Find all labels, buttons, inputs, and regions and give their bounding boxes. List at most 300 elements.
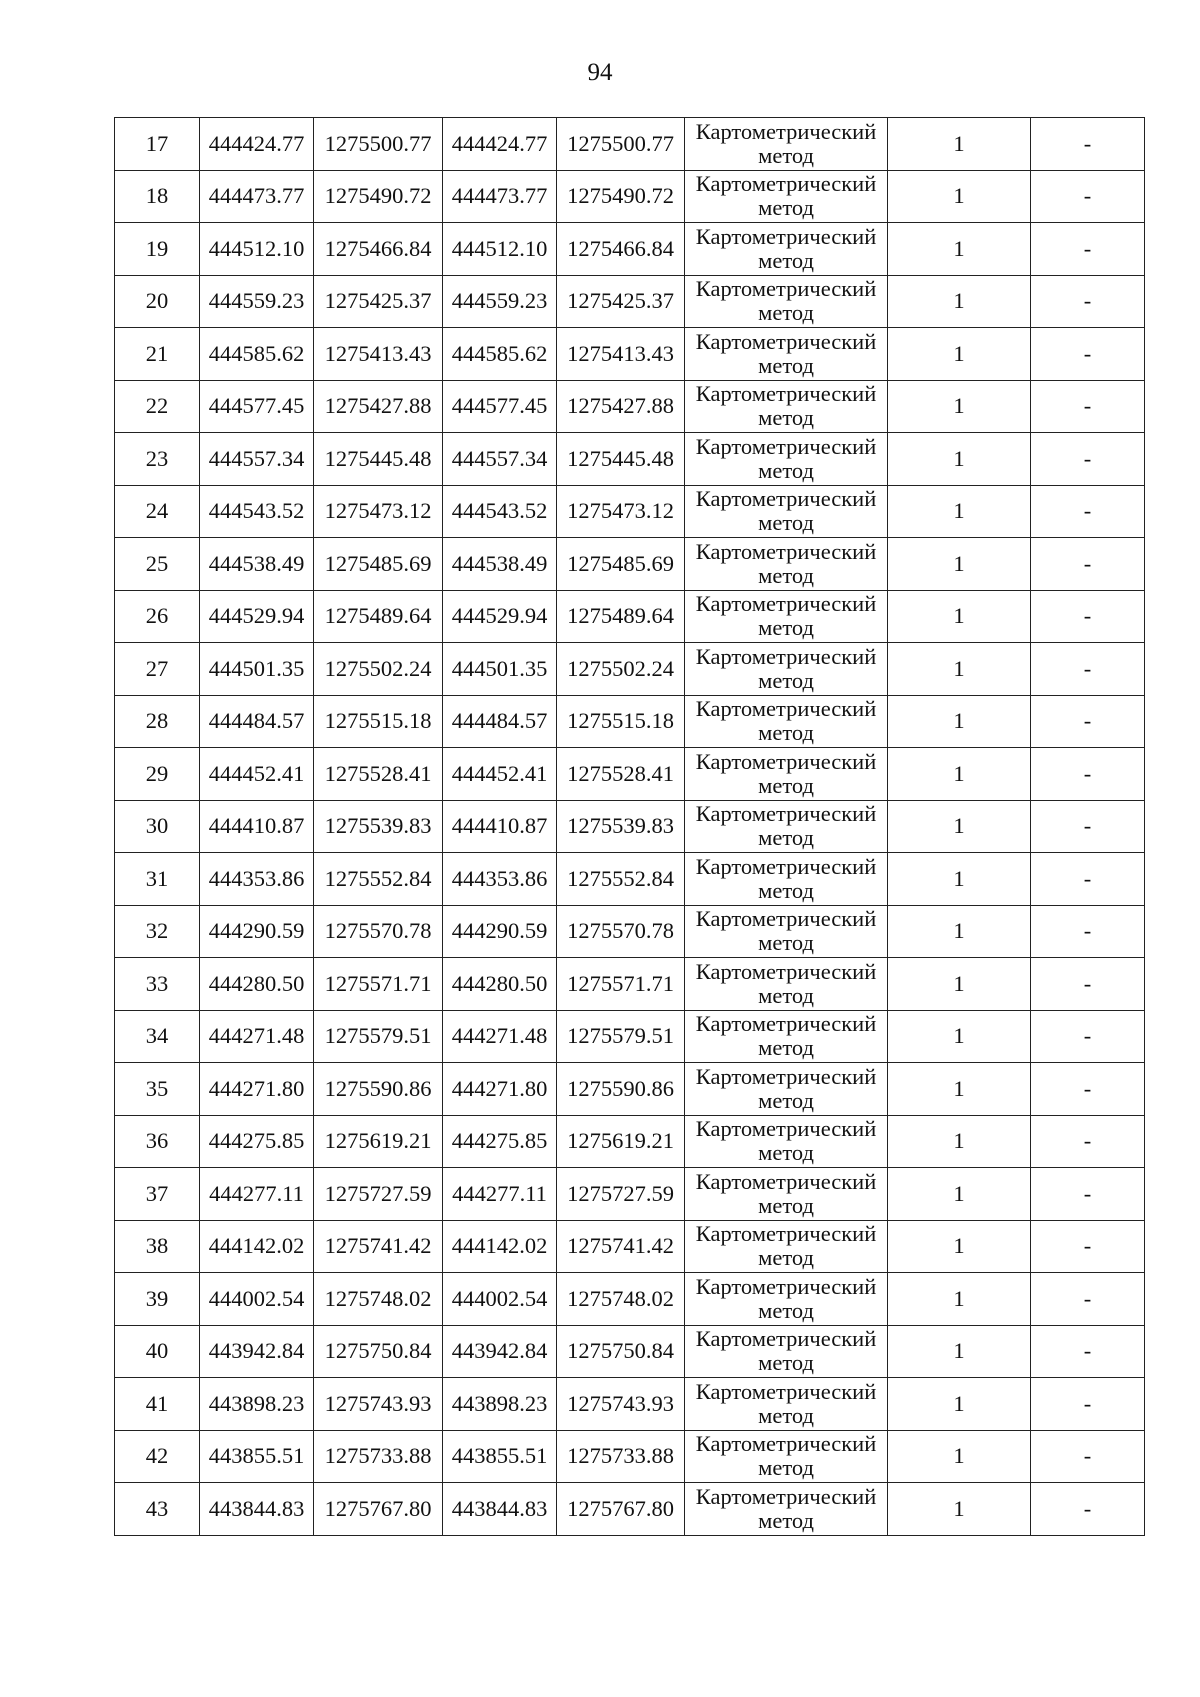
x-coordinate-new-cell: 443844.83 <box>443 1483 557 1536</box>
accuracy-cell: 1 <box>888 1483 1031 1536</box>
y-coordinate-cell: 1275571.71 <box>314 958 443 1011</box>
point-number-cell: 21 <box>115 328 200 381</box>
method-cell <box>685 958 888 1011</box>
x-coordinate-new-cell: 443942.84 <box>443 1325 557 1378</box>
method-cell <box>685 538 888 591</box>
point-number-cell: 26 <box>115 590 200 643</box>
table-row <box>115 1063 1145 1116</box>
x-coordinate-new-cell: 444585.62 <box>443 328 557 381</box>
accuracy-cell: 1 <box>888 485 1031 538</box>
y-coordinate-new-cell: 1275502.24 <box>557 643 685 696</box>
y-coordinate-new-cell: 1275490.72 <box>557 170 685 223</box>
note-cell: - <box>1031 485 1145 538</box>
x-coordinate-new-cell: 444280.50 <box>443 958 557 1011</box>
method-line-2: метод <box>758 405 814 431</box>
method-cell <box>685 1063 888 1116</box>
point-number-cell: 41 <box>115 1378 200 1431</box>
x-coordinate-new-cell: 444529.94 <box>443 590 557 643</box>
y-coordinate-new-cell: 1275590.86 <box>557 1063 685 1116</box>
table-row <box>115 958 1145 1011</box>
note-cell: - <box>1031 1483 1145 1536</box>
table-row <box>115 170 1145 223</box>
note-cell: - <box>1031 328 1145 381</box>
y-coordinate-cell: 1275552.84 <box>314 853 443 906</box>
method-cell <box>685 380 888 433</box>
method-line-1: Картометрический <box>695 433 877 459</box>
y-coordinate-cell: 1275445.48 <box>314 433 443 486</box>
method-line-1: Картометрический <box>695 906 877 932</box>
accuracy-cell: 1 <box>888 380 1031 433</box>
method-line-2: метод <box>758 1245 814 1271</box>
point-number-cell: 38 <box>115 1220 200 1273</box>
y-coordinate-cell: 1275425.37 <box>314 275 443 328</box>
table-row <box>115 118 1145 171</box>
note-cell: - <box>1031 1168 1145 1221</box>
accuracy-cell: 1 <box>888 328 1031 381</box>
accuracy-cell: 1 <box>888 748 1031 801</box>
table-row <box>115 695 1145 748</box>
x-coordinate-cell: 444290.59 <box>200 905 314 958</box>
note-cell: - <box>1031 590 1145 643</box>
method-line-2: метод <box>758 1087 814 1113</box>
x-coordinate-new-cell: 443855.51 <box>443 1430 557 1483</box>
accuracy-cell: 1 <box>888 1430 1031 1483</box>
note-cell: - <box>1031 1220 1145 1273</box>
x-coordinate-new-cell: 444557.34 <box>443 433 557 486</box>
x-coordinate-cell: 444142.02 <box>200 1220 314 1273</box>
accuracy-cell: 1 <box>888 275 1031 328</box>
table-row <box>115 1273 1145 1326</box>
method-line-1: Картометрический <box>695 171 877 197</box>
method-line-2: метод <box>758 1297 814 1323</box>
x-coordinate-new-cell: 444512.10 <box>443 223 557 276</box>
x-coordinate-new-cell: 444290.59 <box>443 905 557 958</box>
y-coordinate-cell: 1275570.78 <box>314 905 443 958</box>
x-coordinate-cell: 444002.54 <box>200 1273 314 1326</box>
y-coordinate-new-cell: 1275528.41 <box>557 748 685 801</box>
y-coordinate-new-cell: 1275466.84 <box>557 223 685 276</box>
method-line-1: Картометрический <box>695 958 877 984</box>
note-cell: - <box>1031 275 1145 328</box>
method-line-1: Картометрический <box>695 328 877 354</box>
x-coordinate-cell: 444484.57 <box>200 695 314 748</box>
method-line-2: метод <box>758 1455 814 1481</box>
y-coordinate-new-cell: 1275750.84 <box>557 1325 685 1378</box>
y-coordinate-cell: 1275750.84 <box>314 1325 443 1378</box>
x-coordinate-cell: 444559.23 <box>200 275 314 328</box>
y-coordinate-cell: 1275466.84 <box>314 223 443 276</box>
point-number-cell: 17 <box>115 118 200 171</box>
method-line-1: Картометрический <box>695 1431 877 1457</box>
x-coordinate-new-cell: 444002.54 <box>443 1273 557 1326</box>
method-cell <box>685 170 888 223</box>
method-line-1: Картометрический <box>695 1116 877 1142</box>
method-cell <box>685 695 888 748</box>
y-coordinate-cell: 1275733.88 <box>314 1430 443 1483</box>
method-line-2: метод <box>758 720 814 746</box>
x-coordinate-cell: 443844.83 <box>200 1483 314 1536</box>
note-cell: - <box>1031 905 1145 958</box>
method-cell <box>685 328 888 381</box>
accuracy-cell: 1 <box>888 800 1031 853</box>
note-cell: - <box>1031 958 1145 1011</box>
method-line-1: Картометрический <box>695 1221 877 1247</box>
point-number-cell: 19 <box>115 223 200 276</box>
y-coordinate-cell: 1275767.80 <box>314 1483 443 1536</box>
note-cell: - <box>1031 695 1145 748</box>
method-line-2: метод <box>758 930 814 956</box>
y-coordinate-new-cell: 1275727.59 <box>557 1168 685 1221</box>
page-number: 94 <box>587 59 613 86</box>
y-coordinate-new-cell: 1275515.18 <box>557 695 685 748</box>
method-cell <box>685 1325 888 1378</box>
method-cell <box>685 1220 888 1273</box>
y-coordinate-cell: 1275473.12 <box>314 485 443 538</box>
note-cell: - <box>1031 1325 1145 1378</box>
table-row <box>115 1430 1145 1483</box>
x-coordinate-cell: 444280.50 <box>200 958 314 1011</box>
accuracy-cell: 1 <box>888 170 1031 223</box>
y-coordinate-new-cell: 1275733.88 <box>557 1430 685 1483</box>
point-number-cell: 42 <box>115 1430 200 1483</box>
x-coordinate-new-cell: 444271.48 <box>443 1010 557 1063</box>
method-line-2: метод <box>758 1507 814 1533</box>
point-number-cell: 39 <box>115 1273 200 1326</box>
method-line-1: Картометрический <box>695 1273 877 1299</box>
method-line-1: Картометрический <box>695 1326 877 1352</box>
y-coordinate-new-cell: 1275427.88 <box>557 380 685 433</box>
y-coordinate-cell: 1275489.64 <box>314 590 443 643</box>
method-line-2: метод <box>758 300 814 326</box>
y-coordinate-new-cell: 1275500.77 <box>557 118 685 171</box>
x-coordinate-cell: 444473.77 <box>200 170 314 223</box>
x-coordinate-new-cell: 444277.11 <box>443 1168 557 1221</box>
method-cell <box>685 800 888 853</box>
x-coordinate-cell: 444271.48 <box>200 1010 314 1063</box>
point-number-cell: 30 <box>115 800 200 853</box>
note-cell: - <box>1031 118 1145 171</box>
accuracy-cell: 1 <box>888 1063 1031 1116</box>
accuracy-cell: 1 <box>888 1010 1031 1063</box>
y-coordinate-cell: 1275539.83 <box>314 800 443 853</box>
table-row <box>115 485 1145 538</box>
y-coordinate-new-cell: 1275570.78 <box>557 905 685 958</box>
method-line-1: Картометрический <box>695 643 877 669</box>
x-coordinate-cell: 444271.80 <box>200 1063 314 1116</box>
table-row <box>115 853 1145 906</box>
point-number-cell: 37 <box>115 1168 200 1221</box>
method-line-1: Картометрический <box>695 486 877 512</box>
y-coordinate-cell: 1275528.41 <box>314 748 443 801</box>
method-cell <box>685 118 888 171</box>
y-coordinate-cell: 1275741.42 <box>314 1220 443 1273</box>
y-coordinate-new-cell: 1275485.69 <box>557 538 685 591</box>
method-line-1: Картометрический <box>695 696 877 722</box>
point-number-cell: 23 <box>115 433 200 486</box>
x-coordinate-new-cell: 444559.23 <box>443 275 557 328</box>
table-row <box>115 590 1145 643</box>
table-row <box>115 1168 1145 1221</box>
method-line-1: Картометрический <box>695 591 877 617</box>
method-line-2: метод <box>758 510 814 536</box>
method-line-2: метод <box>758 1192 814 1218</box>
accuracy-cell: 1 <box>888 695 1031 748</box>
y-coordinate-new-cell: 1275579.51 <box>557 1010 685 1063</box>
note-cell: - <box>1031 1430 1145 1483</box>
y-coordinate-new-cell: 1275539.83 <box>557 800 685 853</box>
accuracy-cell: 1 <box>888 118 1031 171</box>
y-coordinate-cell: 1275743.93 <box>314 1378 443 1431</box>
x-coordinate-new-cell: 444271.80 <box>443 1063 557 1116</box>
y-coordinate-cell: 1275485.69 <box>314 538 443 591</box>
method-line-1: Картометрический <box>695 381 877 407</box>
x-coordinate-cell: 444353.86 <box>200 853 314 906</box>
table-row <box>115 1010 1145 1063</box>
method-cell <box>685 1115 888 1168</box>
table-row <box>115 748 1145 801</box>
y-coordinate-cell: 1275490.72 <box>314 170 443 223</box>
y-coordinate-cell: 1275748.02 <box>314 1273 443 1326</box>
method-line-1: Картометрический <box>695 1483 877 1509</box>
y-coordinate-new-cell: 1275571.71 <box>557 958 685 1011</box>
x-coordinate-cell: 444538.49 <box>200 538 314 591</box>
method-cell <box>685 1430 888 1483</box>
point-number-cell: 43 <box>115 1483 200 1536</box>
note-cell: - <box>1031 170 1145 223</box>
x-coordinate-cell: 444275.85 <box>200 1115 314 1168</box>
x-coordinate-new-cell: 444275.85 <box>443 1115 557 1168</box>
x-coordinate-new-cell: 444410.87 <box>443 800 557 853</box>
accuracy-cell: 1 <box>888 1325 1031 1378</box>
table-row <box>115 1378 1145 1431</box>
coordinates-table <box>114 117 1145 1536</box>
point-number-cell: 35 <box>115 1063 200 1116</box>
method-cell <box>685 1483 888 1536</box>
accuracy-cell: 1 <box>888 905 1031 958</box>
method-cell <box>685 590 888 643</box>
method-line-2: метод <box>758 982 814 1008</box>
x-coordinate-new-cell: 443898.23 <box>443 1378 557 1431</box>
accuracy-cell: 1 <box>888 590 1031 643</box>
method-line-1: Картометрический <box>695 223 877 249</box>
table-row <box>115 223 1145 276</box>
table-row <box>115 905 1145 958</box>
table-row <box>115 1483 1145 1536</box>
accuracy-cell: 1 <box>888 538 1031 591</box>
note-cell: - <box>1031 748 1145 801</box>
table-row <box>115 538 1145 591</box>
note-cell: - <box>1031 433 1145 486</box>
method-cell <box>685 275 888 328</box>
method-line-1: Картометрический <box>695 801 877 827</box>
method-cell <box>685 433 888 486</box>
y-coordinate-new-cell: 1275741.42 <box>557 1220 685 1273</box>
x-coordinate-cell: 444277.11 <box>200 1168 314 1221</box>
method-cell <box>685 1378 888 1431</box>
method-line-2: метод <box>758 1140 814 1166</box>
y-coordinate-cell: 1275619.21 <box>314 1115 443 1168</box>
accuracy-cell: 1 <box>888 853 1031 906</box>
point-number-cell: 40 <box>115 1325 200 1378</box>
y-coordinate-cell: 1275427.88 <box>314 380 443 433</box>
y-coordinate-new-cell: 1275552.84 <box>557 853 685 906</box>
method-cell <box>685 1010 888 1063</box>
method-line-2: метод <box>758 877 814 903</box>
x-coordinate-new-cell: 444353.86 <box>443 853 557 906</box>
point-number-cell: 29 <box>115 748 200 801</box>
note-cell: - <box>1031 853 1145 906</box>
x-coordinate-new-cell: 444577.45 <box>443 380 557 433</box>
method-line-1: Картометрический <box>695 853 877 879</box>
point-number-cell: 33 <box>115 958 200 1011</box>
y-coordinate-new-cell: 1275413.43 <box>557 328 685 381</box>
x-coordinate-cell: 443898.23 <box>200 1378 314 1431</box>
point-number-cell: 20 <box>115 275 200 328</box>
method-line-2: метод <box>758 615 814 641</box>
table-row <box>115 800 1145 853</box>
y-coordinate-cell: 1275579.51 <box>314 1010 443 1063</box>
method-line-2: метод <box>758 667 814 693</box>
method-cell <box>685 748 888 801</box>
x-coordinate-new-cell: 444484.57 <box>443 695 557 748</box>
method-cell <box>685 643 888 696</box>
method-cell <box>685 853 888 906</box>
point-number-cell: 28 <box>115 695 200 748</box>
y-coordinate-new-cell: 1275743.93 <box>557 1378 685 1431</box>
table-row <box>115 328 1145 381</box>
method-line-1: Картометрический <box>695 538 877 564</box>
note-cell: - <box>1031 1378 1145 1431</box>
x-coordinate-cell: 444557.34 <box>200 433 314 486</box>
x-coordinate-cell: 444585.62 <box>200 328 314 381</box>
method-line-2: метод <box>758 1035 814 1061</box>
note-cell: - <box>1031 1273 1145 1326</box>
x-coordinate-cell: 444529.94 <box>200 590 314 643</box>
x-coordinate-cell: 444501.35 <box>200 643 314 696</box>
y-coordinate-new-cell: 1275425.37 <box>557 275 685 328</box>
point-number-cell: 31 <box>115 853 200 906</box>
method-line-2: метод <box>758 195 814 221</box>
method-line-2: метод <box>758 457 814 483</box>
y-coordinate-cell: 1275590.86 <box>314 1063 443 1116</box>
method-line-2: метод <box>758 352 814 378</box>
y-coordinate-cell: 1275515.18 <box>314 695 443 748</box>
note-cell: - <box>1031 538 1145 591</box>
y-coordinate-cell: 1275413.43 <box>314 328 443 381</box>
table-row <box>115 275 1145 328</box>
table-body <box>115 118 1145 1536</box>
point-number-cell: 22 <box>115 380 200 433</box>
point-number-cell: 36 <box>115 1115 200 1168</box>
accuracy-cell: 1 <box>888 433 1031 486</box>
x-coordinate-new-cell: 444473.77 <box>443 170 557 223</box>
x-coordinate-cell: 443855.51 <box>200 1430 314 1483</box>
method-line-2: метод <box>758 562 814 588</box>
point-number-cell: 24 <box>115 485 200 538</box>
y-coordinate-new-cell: 1275489.64 <box>557 590 685 643</box>
accuracy-cell: 1 <box>888 643 1031 696</box>
point-number-cell: 32 <box>115 905 200 958</box>
method-cell <box>685 485 888 538</box>
table-row <box>115 1220 1145 1273</box>
y-coordinate-new-cell: 1275748.02 <box>557 1273 685 1326</box>
y-coordinate-new-cell: 1275619.21 <box>557 1115 685 1168</box>
x-coordinate-cell: 444512.10 <box>200 223 314 276</box>
note-cell: - <box>1031 800 1145 853</box>
x-coordinate-cell: 444452.41 <box>200 748 314 801</box>
note-cell: - <box>1031 1115 1145 1168</box>
y-coordinate-cell: 1275727.59 <box>314 1168 443 1221</box>
accuracy-cell: 1 <box>888 1273 1031 1326</box>
method-line-2: метод <box>758 1350 814 1376</box>
x-coordinate-new-cell: 444543.52 <box>443 485 557 538</box>
x-coordinate-new-cell: 444538.49 <box>443 538 557 591</box>
x-coordinate-cell: 443942.84 <box>200 1325 314 1378</box>
method-line-1: Картометрический <box>695 276 877 302</box>
accuracy-cell: 1 <box>888 958 1031 1011</box>
method-cell <box>685 223 888 276</box>
method-cell <box>685 1168 888 1221</box>
x-coordinate-cell: 444410.87 <box>200 800 314 853</box>
y-coordinate-new-cell: 1275445.48 <box>557 433 685 486</box>
table-row <box>115 643 1145 696</box>
method-line-1: Картометрический <box>695 748 877 774</box>
point-number-cell: 18 <box>115 170 200 223</box>
point-number-cell: 25 <box>115 538 200 591</box>
accuracy-cell: 1 <box>888 1220 1031 1273</box>
table-row <box>115 1115 1145 1168</box>
note-cell: - <box>1031 380 1145 433</box>
method-line-1: Картометрический <box>695 1063 877 1089</box>
y-coordinate-new-cell: 1275767.80 <box>557 1483 685 1536</box>
x-coordinate-cell: 444577.45 <box>200 380 314 433</box>
accuracy-cell: 1 <box>888 1378 1031 1431</box>
method-line-2: метод <box>758 142 814 168</box>
x-coordinate-cell: 444543.52 <box>200 485 314 538</box>
x-coordinate-cell: 444424.77 <box>200 118 314 171</box>
method-line-2: метод <box>758 772 814 798</box>
y-coordinate-cell: 1275500.77 <box>314 118 443 171</box>
method-line-2: метод <box>758 247 814 273</box>
x-coordinate-new-cell: 444452.41 <box>443 748 557 801</box>
method-line-1: Картометрический <box>695 1011 877 1037</box>
accuracy-cell: 1 <box>888 1168 1031 1221</box>
note-cell: - <box>1031 1010 1145 1063</box>
note-cell: - <box>1031 643 1145 696</box>
x-coordinate-new-cell: 444501.35 <box>443 643 557 696</box>
method-line-2: метод <box>758 1402 814 1428</box>
method-cell <box>685 1273 888 1326</box>
accuracy-cell: 1 <box>888 223 1031 276</box>
table-row <box>115 380 1145 433</box>
method-line-1: Картометрический <box>695 1378 877 1404</box>
x-coordinate-new-cell: 444142.02 <box>443 1220 557 1273</box>
method-line-1: Картометрический <box>695 1168 877 1194</box>
table-row <box>115 433 1145 486</box>
y-coordinate-cell: 1275502.24 <box>314 643 443 696</box>
point-number-cell: 34 <box>115 1010 200 1063</box>
note-cell: - <box>1031 223 1145 276</box>
method-cell <box>685 905 888 958</box>
note-cell: - <box>1031 1063 1145 1116</box>
accuracy-cell: 1 <box>888 1115 1031 1168</box>
method-line-2: метод <box>758 825 814 851</box>
table-row <box>115 1325 1145 1378</box>
x-coordinate-new-cell: 444424.77 <box>443 118 557 171</box>
y-coordinate-new-cell: 1275473.12 <box>557 485 685 538</box>
point-number-cell: 27 <box>115 643 200 696</box>
method-line-1: Картометрический <box>695 118 877 144</box>
